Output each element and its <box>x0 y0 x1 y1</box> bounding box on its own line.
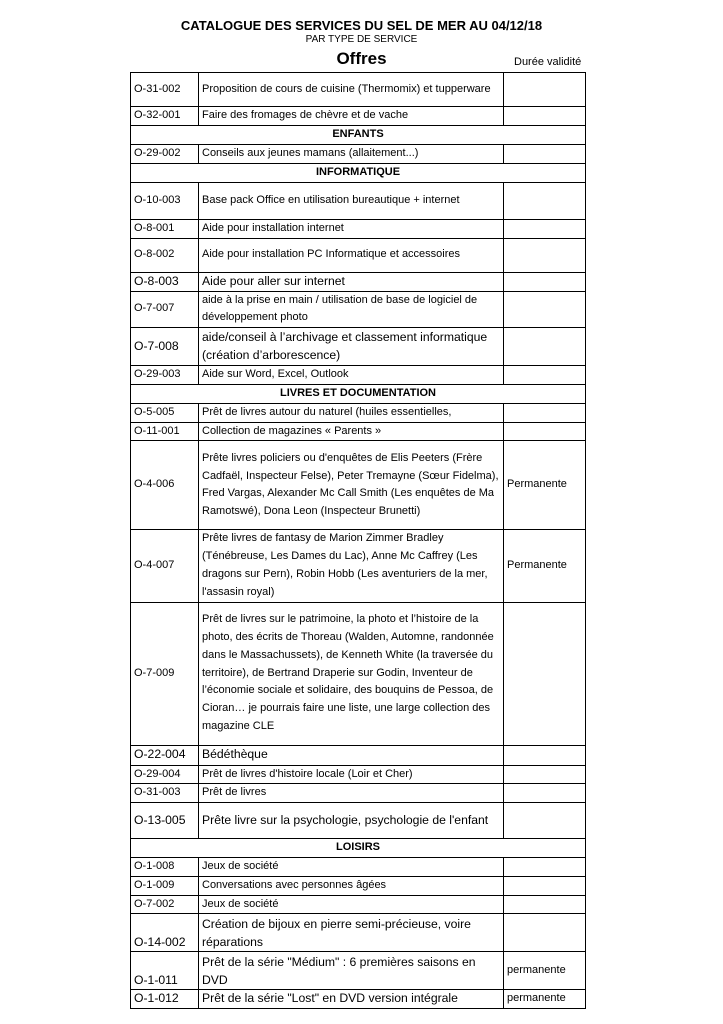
section-heading: ENFANTS <box>131 126 586 145</box>
service-description: Collection de magazines « Parents » <box>199 422 504 441</box>
table-row <box>131 291 586 328</box>
duree-validite <box>504 784 586 803</box>
table-row <box>131 784 586 803</box>
section-row <box>131 384 586 403</box>
duree-validite-heading: Durée validité <box>514 56 582 68</box>
services-table <box>130 72 586 1009</box>
duree-validite <box>504 366 586 385</box>
service-code: O-8-001 <box>131 219 199 238</box>
service-description: Aide sur Word, Excel, Outlook <box>199 366 504 385</box>
service-code: O-8-002 <box>131 238 199 272</box>
service-description: Prête livres de fantasy de Marion Zimmer Bradley (Ténébreuse, Les Dames du Lac), Anne Mc Caffrey (Les dragons sur Pern), Robin Hobb (Les aventuriers de la mer, l'assasin royal) <box>199 530 504 602</box>
table-row <box>131 107 586 126</box>
service-description: aide à la prise en main / utilisation de base de logiciel de développement photo <box>199 291 504 328</box>
section-heading: LOISIRS <box>131 839 586 858</box>
duree-validite: permanente <box>504 990 586 1009</box>
service-description: Création de bijoux en pierre semi-précieuse, voire réparations <box>199 914 504 952</box>
service-description: Aide pour aller sur internet <box>199 272 504 291</box>
service-code: O-10-003 <box>131 182 199 219</box>
table-row <box>131 857 586 876</box>
table-row <box>131 602 586 745</box>
service-code: O-7-007 <box>131 291 199 328</box>
table-row <box>131 803 586 839</box>
duree-validite <box>504 765 586 784</box>
table-row <box>131 182 586 219</box>
section-row <box>131 126 586 145</box>
table-row <box>131 238 586 272</box>
service-code: O-31-002 <box>131 73 199 107</box>
duree-validite <box>504 876 586 895</box>
table-row <box>131 952 586 990</box>
service-code: O-29-003 <box>131 366 199 385</box>
service-description: Prêt de la série "Lost" en DVD version intégrale <box>199 990 504 1009</box>
duree-validite <box>504 422 586 441</box>
table-row <box>131 422 586 441</box>
service-code: O-4-006 <box>131 441 199 530</box>
duree-validite <box>504 238 586 272</box>
table-row <box>131 73 586 107</box>
service-description: Prêt de livres autour du naturel (huiles essentielles, <box>199 403 504 422</box>
table-row <box>131 745 586 765</box>
service-code: O-29-002 <box>131 144 199 163</box>
service-description: Conversations avec personnes âgées <box>199 876 504 895</box>
table-row <box>131 441 586 530</box>
service-description: Faire des fromages de chèvre et de vache <box>199 107 504 126</box>
table-row <box>131 366 586 385</box>
duree-validite: permanente <box>504 952 586 990</box>
service-description: Jeux de société <box>199 895 504 914</box>
service-code: O-11-001 <box>131 422 199 441</box>
duree-validite <box>504 73 586 107</box>
service-description: Aide pour installation PC Informatique et accessoires <box>199 238 504 272</box>
catalogue-subtitle: PAR TYPE DE SERVICE <box>305 34 418 45</box>
duree-validite <box>504 219 586 238</box>
service-description: Prêt de livres sur le patrimoine, la photo et l’histoire de la photo, des écrits de Thoreau (Walden, Automne, randonnée dans le Massachussets), de Kenneth White (la traversée du territoire), de Bertrand Draperie sur Godin, Inventeur de l’économie sociale et solidaire, des bouquins de Pessoa, de Cioran… je pourrais faire une liste, une large collection des magazine CLE <box>199 602 504 745</box>
service-code: O-22-004 <box>131 745 199 765</box>
section-heading: LIVRES ET DOCUMENTATION <box>131 384 586 403</box>
duree-validite <box>504 602 586 745</box>
service-code: O-8-003 <box>131 272 199 291</box>
section-row <box>131 163 586 182</box>
table-row <box>131 328 586 366</box>
duree-validite <box>504 107 586 126</box>
service-description: Prêt de livres d'histoire locale (Loir et Cher) <box>199 765 504 784</box>
table-row <box>131 403 586 422</box>
table-row <box>131 219 586 238</box>
section-heading: INFORMATIQUE <box>131 163 586 182</box>
service-code: O-32-001 <box>131 107 199 126</box>
service-description: Prête livres policiers ou d'enquêtes de Elis Peeters (Frère Cadfaël, Inspecteur Felse), Peter Tremayne (Sœur Fidelma), Fred Vargas, Alexander Mc Call Smith (Les enquêtes de Ma Ramotswé), Dona Leon (Inspecteur Brunetti) <box>199 441 504 530</box>
catalogue-title: CATALOGUE DES SERVICES DU SEL DE MER AU 04/12/18 <box>180 18 543 33</box>
duree-validite <box>504 403 586 422</box>
service-code: O-7-009 <box>131 602 199 745</box>
service-code: O-1-008 <box>131 857 199 876</box>
service-code: O-1-012 <box>131 990 199 1009</box>
service-code: O-29-004 <box>131 765 199 784</box>
service-description: Prête livre sur la psychologie, psychologie de l'enfant <box>199 803 504 839</box>
table-row <box>131 895 586 914</box>
table-row <box>131 876 586 895</box>
table-row <box>131 530 586 602</box>
service-code: O-13-005 <box>131 803 199 839</box>
duree-validite <box>504 328 586 366</box>
section-row <box>131 839 586 858</box>
duree-validite <box>504 914 586 952</box>
service-description: Aide pour installation internet <box>199 219 504 238</box>
service-description: Prêt de la série "Médium" : 6 premières saisons en DVD <box>199 952 504 990</box>
service-description: Bédéthèque <box>199 745 504 765</box>
duree-validite <box>504 182 586 219</box>
table-row <box>131 914 586 952</box>
duree-validite <box>504 895 586 914</box>
duree-validite <box>504 857 586 876</box>
duree-validite <box>504 272 586 291</box>
service-description: Conseils aux jeunes mamans (allaitement...) <box>199 144 504 163</box>
service-code: O-1-009 <box>131 876 199 895</box>
table-row <box>131 272 586 291</box>
table-row <box>131 765 586 784</box>
duree-validite: Permanente <box>504 530 586 602</box>
service-description: Proposition de cours de cuisine (Thermomix) et tupperware <box>199 73 504 107</box>
service-code: O-7-002 <box>131 895 199 914</box>
service-description: Base pack Office en utilisation bureautique + internet <box>199 182 504 219</box>
service-description: aide/conseil à l’archivage et classement informatique (création d’arborescence) <box>199 328 504 366</box>
offres-heading: Offres <box>336 49 387 68</box>
service-code: O-4-007 <box>131 530 199 602</box>
duree-validite <box>504 745 586 765</box>
service-code: O-31-003 <box>131 784 199 803</box>
duree-validite: Permanente <box>504 441 586 530</box>
duree-validite <box>504 144 586 163</box>
duree-validite <box>504 803 586 839</box>
table-row <box>131 990 586 1009</box>
service-description: Jeux de société <box>199 857 504 876</box>
service-code: O-1-011 <box>131 952 199 990</box>
duree-validite <box>504 291 586 328</box>
service-description: Prêt de livres <box>199 784 504 803</box>
service-code: O-7-008 <box>131 328 199 366</box>
service-code: O-5-005 <box>131 403 199 422</box>
service-code: O-14-002 <box>131 914 199 952</box>
table-row <box>131 144 586 163</box>
